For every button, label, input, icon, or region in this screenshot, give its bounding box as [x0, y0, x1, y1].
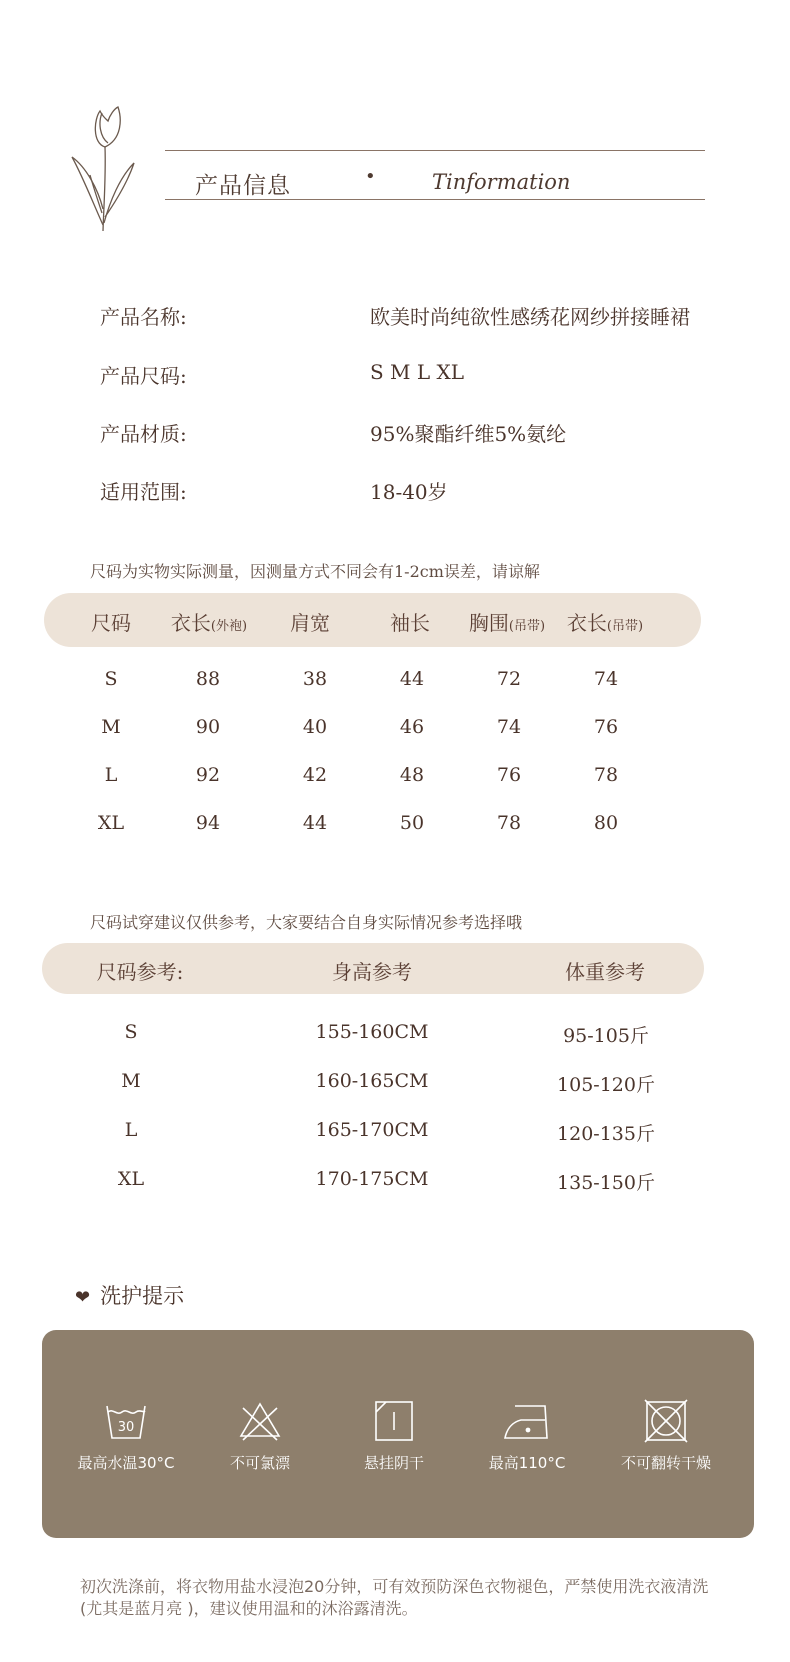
table-cell: 76 — [593, 716, 619, 738]
info-row-age-range — [100, 476, 740, 506]
info-value: 95%聚酯纤维5%氨纶 — [370, 422, 567, 446]
care-label: 不可翻转干燥 — [620, 1454, 711, 1472]
table-row — [0, 1168, 790, 1198]
care-footer-note: 初次洗涤前，将衣物用盐水浸泡20分钟，可有效预防深色衣物褪色，严禁使用洗衣液清洗(尤其是蓝月亮 )，建议使用温和的沐浴露清洗。 — [80, 1577, 709, 1618]
no-tumble-dry-icon — [643, 1398, 689, 1444]
table-cell: XL — [117, 1168, 145, 1190]
care-item-wash — [61, 1398, 191, 1473]
hang-dry-icon — [371, 1398, 417, 1444]
heart-icon: ❤ — [75, 1287, 91, 1308]
care-label: 最高水温30°C — [77, 1454, 175, 1472]
table-cell: 50 — [399, 812, 425, 834]
svg-text:30: 30 — [117, 1420, 135, 1435]
header-shoulder: 肩宽 — [290, 611, 330, 635]
title-separator-dot: • — [365, 166, 376, 187]
care-label: 最高110°C — [488, 1454, 566, 1472]
table-cell: 88 — [195, 668, 221, 690]
table-cell: 135-150斤 — [557, 1172, 655, 1194]
header-weight-ref: 体重参考 — [565, 960, 645, 984]
ref-table-header — [42, 943, 704, 994]
table-cell: 72 — [496, 668, 522, 690]
info-label: 产品尺码: — [100, 364, 187, 388]
care-label: 悬挂阴干 — [363, 1454, 424, 1472]
table-row — [0, 716, 790, 746]
header-height-ref: 身高参考 — [332, 960, 412, 984]
info-label: 产品材质: — [100, 422, 187, 446]
table-cell: S — [104, 668, 118, 690]
header-sleeve: 袖长 — [390, 611, 430, 635]
ref-table-note: 尺码试穿建议仅供参考，大家要结合自身实际情况参考选择哦 — [90, 913, 523, 932]
table-cell: 46 — [399, 716, 425, 738]
table-row — [0, 668, 790, 698]
table-cell: 40 — [302, 716, 328, 738]
table-cell: 105-120斤 — [557, 1074, 655, 1096]
info-row-size — [100, 360, 740, 390]
header-length-robe: 衣长(外袍) — [170, 611, 248, 635]
section-title: 产品信息 — [195, 173, 291, 199]
header-size-ref: 尺码参考: — [96, 960, 184, 984]
care-item-tumble — [601, 1398, 731, 1473]
table-row — [0, 1070, 790, 1100]
table-cell: 74 — [496, 716, 522, 738]
info-label: 适用范围: — [100, 480, 187, 504]
wash-30-icon — [103, 1398, 149, 1444]
table-cell: 76 — [496, 764, 522, 786]
iron-low-icon — [501, 1398, 553, 1444]
info-value: 欧美时尚纯欲性感绣花网纱拼接睡裙 — [370, 305, 690, 329]
info-label: 产品名称: — [100, 305, 187, 329]
table-row — [0, 764, 790, 794]
table-cell: 170-175CM — [315, 1168, 429, 1190]
table-cell: 94 — [195, 812, 221, 834]
table-cell: 92 — [195, 764, 221, 786]
no-bleach-icon — [237, 1398, 283, 1444]
info-value: 18-40岁 — [370, 480, 448, 504]
table-cell: L — [124, 1119, 138, 1141]
header-top-rule — [165, 150, 705, 151]
care-item-iron — [462, 1398, 592, 1473]
table-cell: 78 — [593, 764, 619, 786]
table-cell: 48 — [399, 764, 425, 786]
header-size: 尺码 — [91, 611, 131, 635]
header-length-slip: 衣长(吊带) — [566, 611, 644, 635]
info-value: S M L XL — [370, 360, 465, 384]
care-title — [75, 1280, 184, 1310]
size-table-note: 尺码为实物实际测量，因测量方式不同会有1-2cm误差，请谅解 — [90, 562, 540, 581]
info-row-material — [100, 418, 740, 448]
table-cell: 38 — [302, 668, 328, 690]
table-cell: 95-105斤 — [563, 1025, 649, 1047]
table-cell: 80 — [593, 812, 619, 834]
table-row — [0, 812, 790, 842]
table-cell: 78 — [496, 812, 522, 834]
table-cell: 44 — [399, 668, 425, 690]
info-row-name — [100, 301, 740, 331]
size-table-header — [44, 593, 701, 647]
table-row — [0, 1021, 790, 1051]
table-cell: 155-160CM — [315, 1021, 429, 1043]
table-cell: M — [121, 1070, 141, 1092]
tulip-icon — [70, 105, 140, 235]
table-cell: 165-170CM — [315, 1119, 429, 1141]
table-cell: 90 — [195, 716, 221, 738]
table-cell: 74 — [593, 668, 619, 690]
section-subtitle: Tinformation — [432, 170, 571, 194]
header-bust-slip: 胸围(吊带) — [468, 611, 546, 635]
table-cell: 42 — [302, 764, 328, 786]
care-instructions-panel — [42, 1330, 754, 1538]
table-cell: S — [124, 1021, 138, 1043]
care-title-text: 洗护提示 — [100, 1284, 185, 1308]
table-cell: L — [104, 764, 118, 786]
table-cell: M — [101, 716, 121, 738]
care-item-hang — [329, 1398, 459, 1473]
table-cell: 44 — [302, 812, 328, 834]
table-row — [0, 1119, 790, 1149]
table-cell: 120-135斤 — [557, 1123, 655, 1145]
table-cell: 160-165CM — [315, 1070, 429, 1092]
care-item-bleach — [195, 1398, 325, 1473]
care-label: 不可氯漂 — [229, 1454, 290, 1472]
table-cell: XL — [97, 812, 125, 834]
